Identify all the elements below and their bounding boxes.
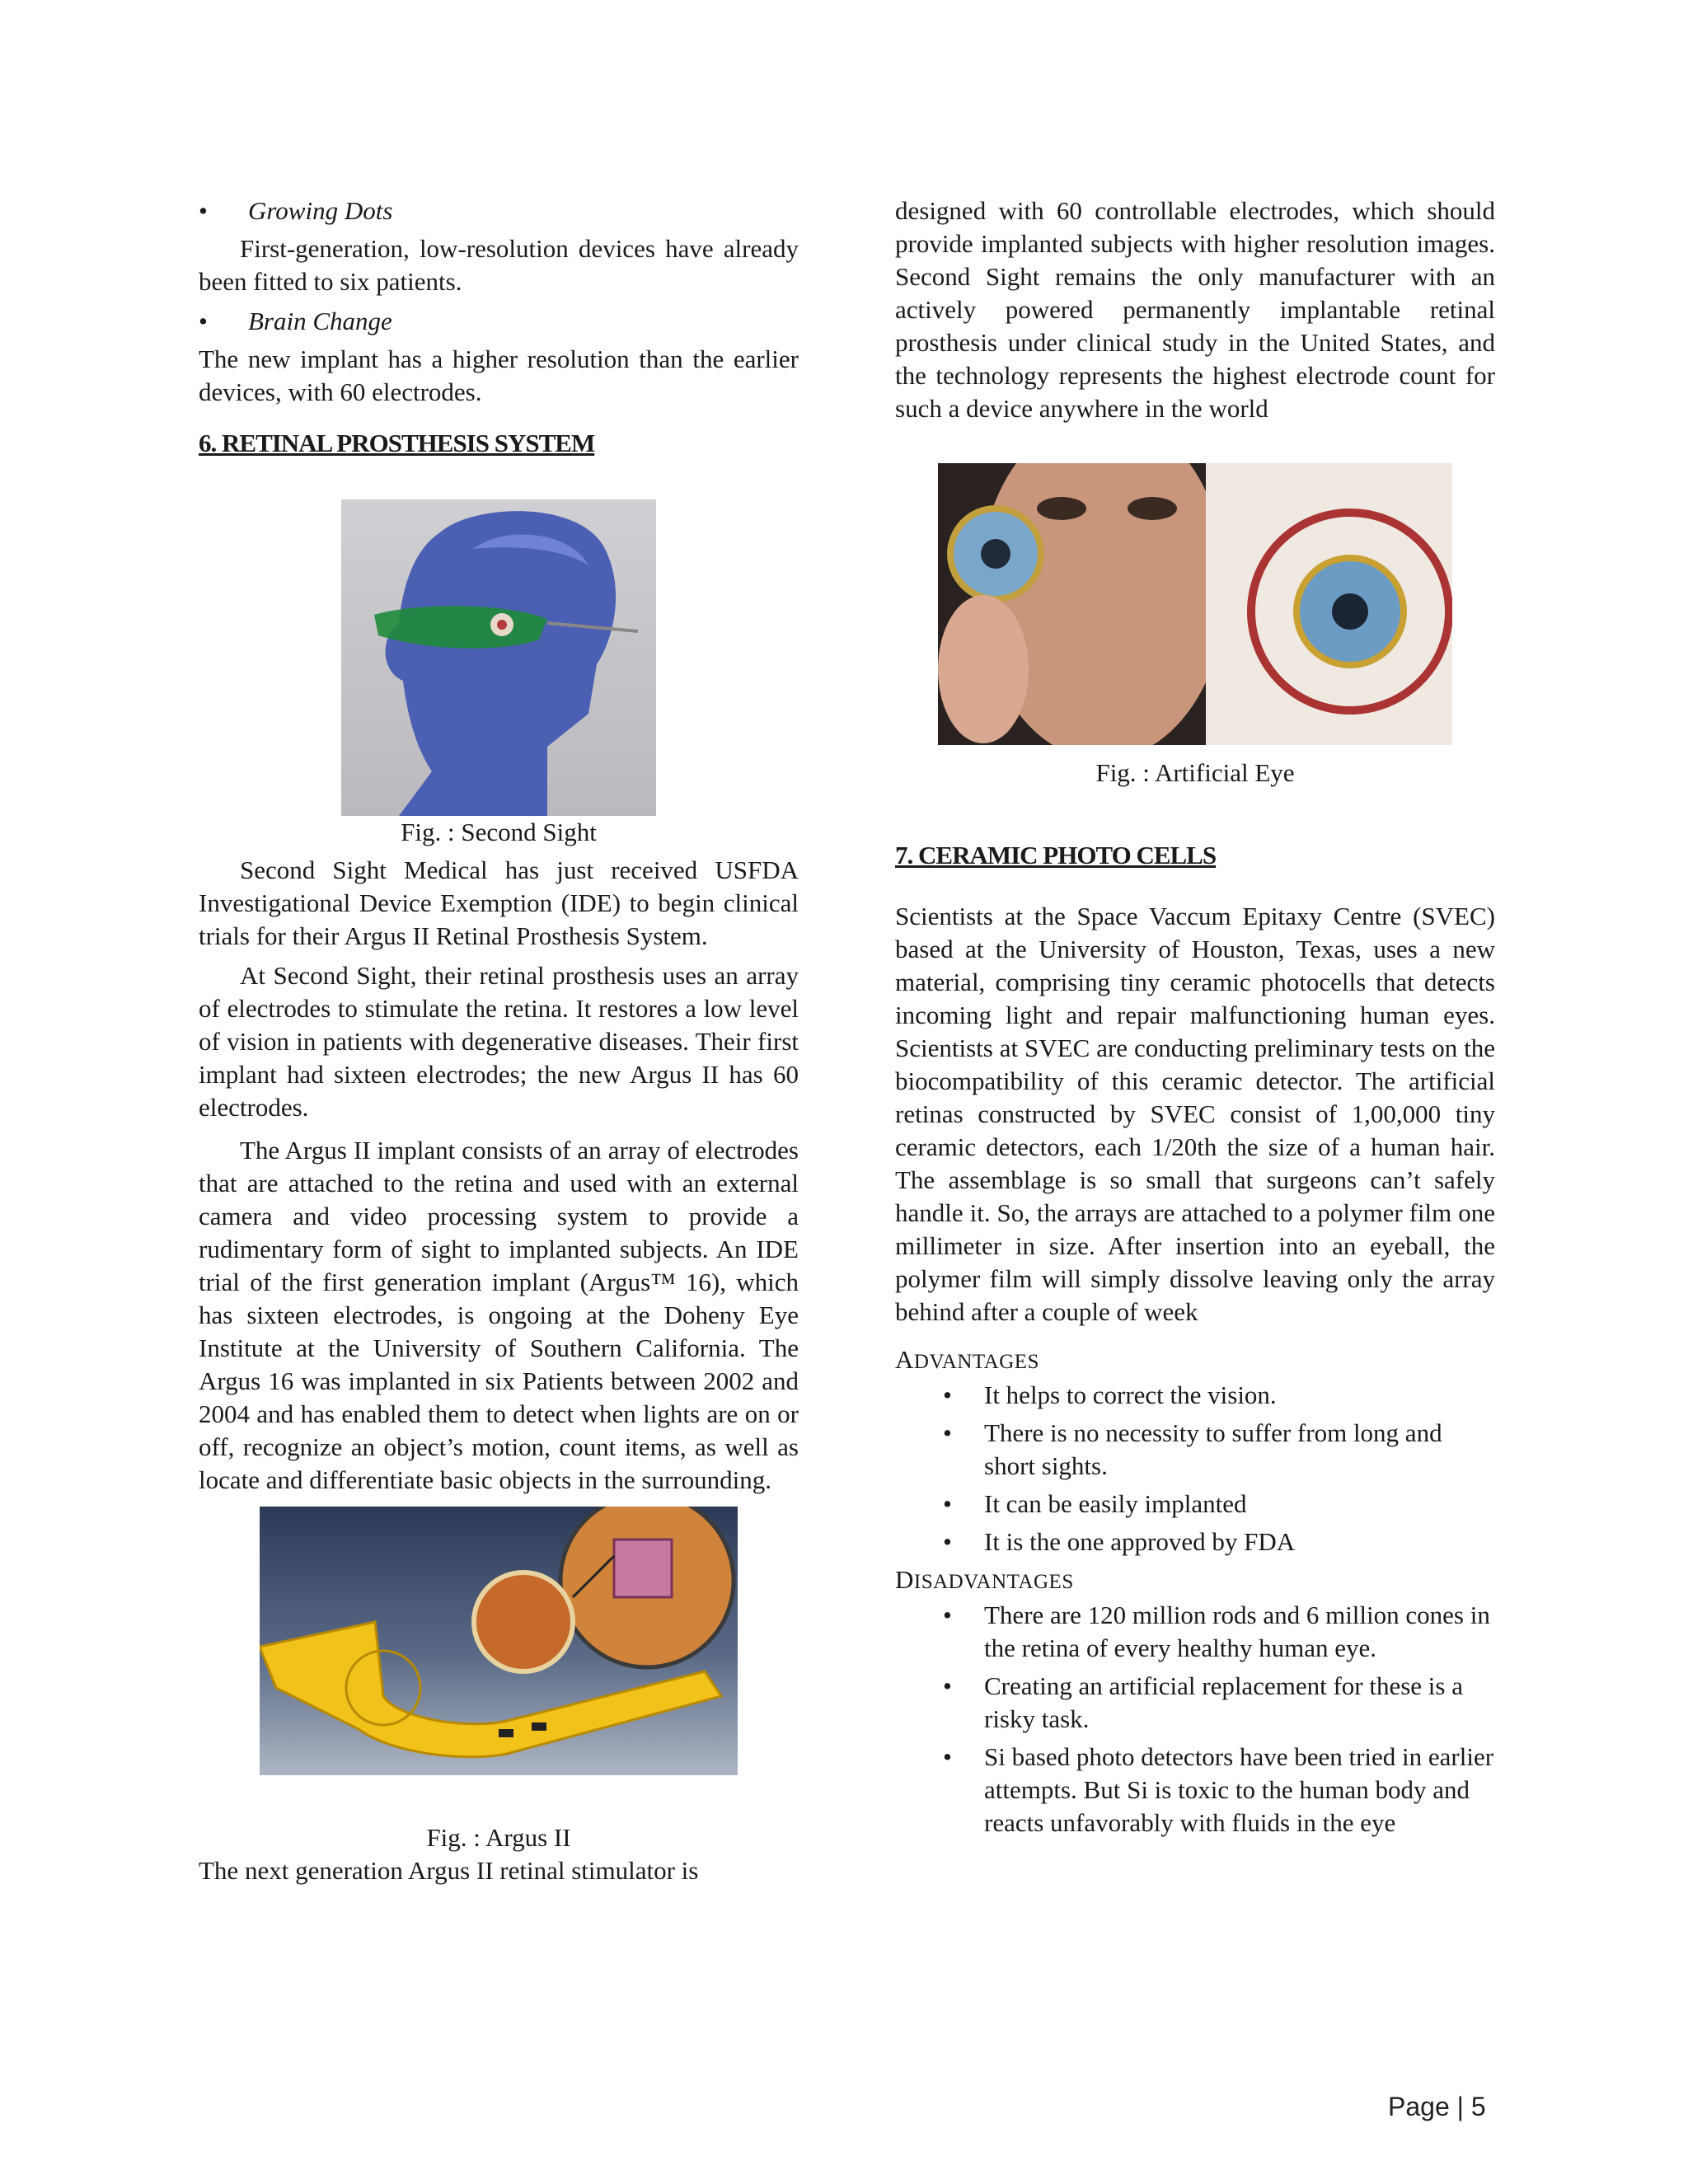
figure-second-sight [199, 499, 799, 849]
list-item: • It is the one approved by FDA [895, 1526, 1495, 1558]
list-item: • It can be easily implanted [895, 1488, 1495, 1521]
list-item: • Creating an artificial replacement for these is a risky task. [895, 1670, 1495, 1736]
figure-artificial-eye [895, 463, 1495, 790]
paragraph: At Second Sight, their retinal prosthesis uses an array of electrodes to stimulate the retina. It restores a low level of vision in patients with degenerative diseases. Their first implant had sixteen electrodes; the new Argus II has 60 electrodes. [199, 961, 799, 1122]
paragraph: designed with 60 controllable electrodes, which should provide implanted subjects with higher resolution images. Second Sight remains the only manufacturer with an actively powered permanently implantable retinal prosthesis under clinical study in the United States, and the technology represents the highest electrode count for such a device anywhere in the world [895, 196, 1495, 423]
figure-caption: Fig. : Second Sight [401, 818, 597, 846]
list-item: • Si based photo detectors have been tried in earlier attempts. But Si is toxic to the human body and reacts unfavorably with fluids in the eye [895, 1741, 1495, 1840]
figure-caption: Fig. : Artificial Eye [1095, 758, 1295, 787]
section-heading: 6. RETINAL PROSTHESIS SYSTEM [199, 429, 595, 457]
advantages-list [895, 1379, 1495, 1558]
second-sight-image [341, 499, 656, 816]
right-column [895, 194, 1495, 1844]
bullet-brain-change [199, 305, 799, 338]
list-item: • There is no necessity to suffer from long and short sights. [895, 1417, 1495, 1483]
bullet-icon: • [199, 307, 208, 335]
paragraph: The Argus II implant consists of an array of electrodes that are attached to the retina and used with an external camera and video processing system to provide a rudimentary form of sight to implanted subjects. An IDE trial of the first generation implant (Argus™ 16), which has sixteen electrodes, is ongoing at the Doheny Eye Institute at the University of Southern California. The Argus 16 was implanted in six Patients between 2002 and 2004 and has enabled them to detect when lights are on or off, recognize an object’s motion, count items, as well as locate and differentiate basic objects in the surrounding. [199, 1136, 799, 1494]
argus-ii-image [260, 1507, 738, 1775]
figure-argus-ii [199, 1507, 799, 1854]
disadvantages-list [895, 1599, 1495, 1840]
paragraph: First-generation, low-resolution devices have already been fitted to six patients. [199, 234, 799, 296]
list-item: • There are 120 million rods and 6 million cones in the retina of every healthy human eye. [895, 1599, 1495, 1665]
list-item: • It helps to correct the vision. [895, 1379, 1495, 1412]
paragraph: The new implant has a higher resolution than the earlier devices, with 60 electrodes. [199, 344, 799, 406]
disadvantages-heading: DISADVANTAGES [895, 1565, 1074, 1594]
figure-caption: Fig. : Argus II [426, 1823, 571, 1852]
bullet-growing-dots [199, 194, 799, 227]
paragraph: Scientists at the Space Vaccum Epitaxy Centre (SVEC) based at the University of Houston, Texas, uses a new material, comprising tiny ceramic photocells that detects incoming light and repair malfunctioning human eyes. Scientists at SVEC are conducting preliminary tests on the biocompatibility of this ceramic detector. The artificial retinas constructed by SVEC consist of 1,00,000 tiny ceramic detectors, each 1/20th the size of a human hair. The assemblage is so small that surgeons can’t safely handle it. So, the arrays are attached to a polymer film one millimeter in size. After insertion into an eyeball, the polymer film will simply dissolve leaving only the array behind after a couple of week [895, 902, 1495, 1326]
bullet-title: Growing Dots [248, 196, 393, 225]
artificial-eye-image [938, 463, 1452, 745]
bullet-title: Brain Change [248, 307, 392, 335]
advantages-heading: ADVANTAGES [895, 1345, 1039, 1374]
page-number: Page | 5 [1388, 2092, 1486, 2121]
left-column [199, 194, 799, 1887]
paragraph: The next generation Argus II retinal stimulator is [199, 1856, 699, 1885]
bullet-icon: • [199, 196, 208, 225]
paragraph: Second Sight Medical has just received USFDA Investigational Device Exemption (IDE) to begin clinical trials for their Argus II Retinal Prosthesis System. [199, 855, 799, 950]
section-heading: 7. CERAMIC PHOTO CELLS [895, 841, 1217, 869]
